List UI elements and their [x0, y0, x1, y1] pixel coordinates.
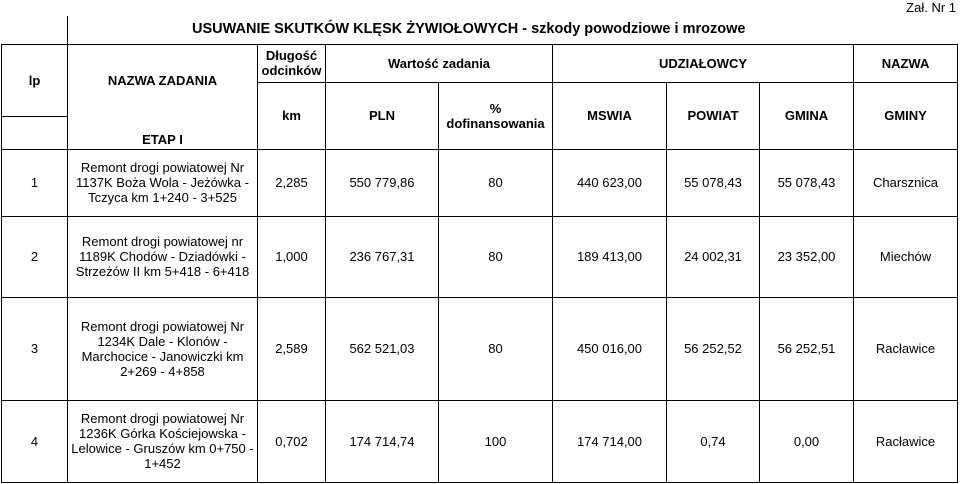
tasks-table: [1, 16, 958, 483]
row-km: 0,702: [258, 400, 326, 482]
row-gminy: Charsznica: [854, 149, 958, 216]
header-pln: PLN: [326, 82, 439, 149]
row-task-name: Remont drogi powiatowej Nr 1234K Dale - Klonów - Marchocice - Janowiczki km 2+269 - 4+858: [68, 297, 258, 400]
attachment-label: Zał. Nr 1: [906, 0, 956, 15]
row-gmina: 56 252,51: [760, 297, 854, 400]
row-powiat: 0,74: [667, 400, 760, 482]
row-percent: 100: [439, 400, 553, 482]
row-pln: 562 521,03: [326, 297, 439, 400]
table-row: [2, 400, 958, 482]
row-gminy: Racławice: [854, 400, 958, 482]
header-mswia: MSWIA: [553, 82, 667, 149]
row-percent: 80: [439, 149, 553, 216]
header-powiat: POWIAT: [667, 82, 760, 149]
header-value: Wartość zadania: [326, 44, 553, 82]
row-mswia: 450 016,00: [553, 297, 667, 400]
row-gminy: Racławice: [854, 297, 958, 400]
row-pln: 236 767,31: [326, 216, 439, 297]
row-mswia: 189 413,00: [553, 216, 667, 297]
row-mswia: 440 623,00: [553, 149, 667, 216]
table-row: [2, 216, 958, 297]
header-length: Długość odcinków: [258, 44, 326, 82]
row-percent: 80: [439, 216, 553, 297]
header-gminy: GMINY: [854, 82, 958, 149]
header-commune-name: NAZWA: [854, 44, 958, 82]
row-lp: 2: [2, 216, 68, 297]
header-participants: UDZIAŁOWCY: [553, 44, 854, 82]
document-title: USUWANIE SKUTKÓW KLĘSK ŻYWIOŁOWYCH - szkody powodziowe i mrozowe: [68, 16, 958, 44]
row-task-name: Remont drogi powiatowej nr 1189K Chodów - Dziadówki - Strzeżów II km 5+418 - 6+418: [68, 216, 258, 297]
row-task-name: Remont drogi powiatowej Nr 1137K Boża Wola - Jeżówka - Tczyca km 1+240 - 3+525: [68, 149, 258, 216]
row-mswia: 174 714,00: [553, 400, 667, 482]
header-km: km: [258, 82, 326, 149]
row-task-name: Remont drogi powiatowej Nr 1236K Górka Kościejowska - Lelowice - Gruszów km 0+750 - 1+452: [68, 400, 258, 482]
header-row-1: [2, 44, 958, 82]
row-gminy: Miechów: [854, 216, 958, 297]
table-row: [2, 297, 958, 400]
row-lp: 1: [2, 149, 68, 216]
row-lp: 3: [2, 297, 68, 400]
table-row: [2, 149, 958, 216]
row-powiat: 24 002,31: [667, 216, 760, 297]
row-pln: 550 779,86: [326, 149, 439, 216]
row-percent: 80: [439, 297, 553, 400]
header-percent: % dofinansowania: [439, 82, 553, 149]
title-row: [2, 16, 958, 44]
row-km: 2,285: [258, 149, 326, 216]
header-gmina: GMINA: [760, 82, 854, 149]
row-km: 2,589: [258, 297, 326, 400]
row-gmina: 23 352,00: [760, 216, 854, 297]
row-lp: 4: [2, 400, 68, 482]
row-km: 1,000: [258, 216, 326, 297]
header-lp: lp: [2, 44, 68, 116]
header-stage: ETAP I: [68, 116, 258, 149]
row-pln: 174 714,74: [326, 400, 439, 482]
row-powiat: 56 252,52: [667, 297, 760, 400]
row-gmina: 0,00: [760, 400, 854, 482]
row-powiat: 55 078,43: [667, 149, 760, 216]
header-task-name: NAZWA ZADANIA: [68, 44, 258, 116]
row-gmina: 55 078,43: [760, 149, 854, 216]
